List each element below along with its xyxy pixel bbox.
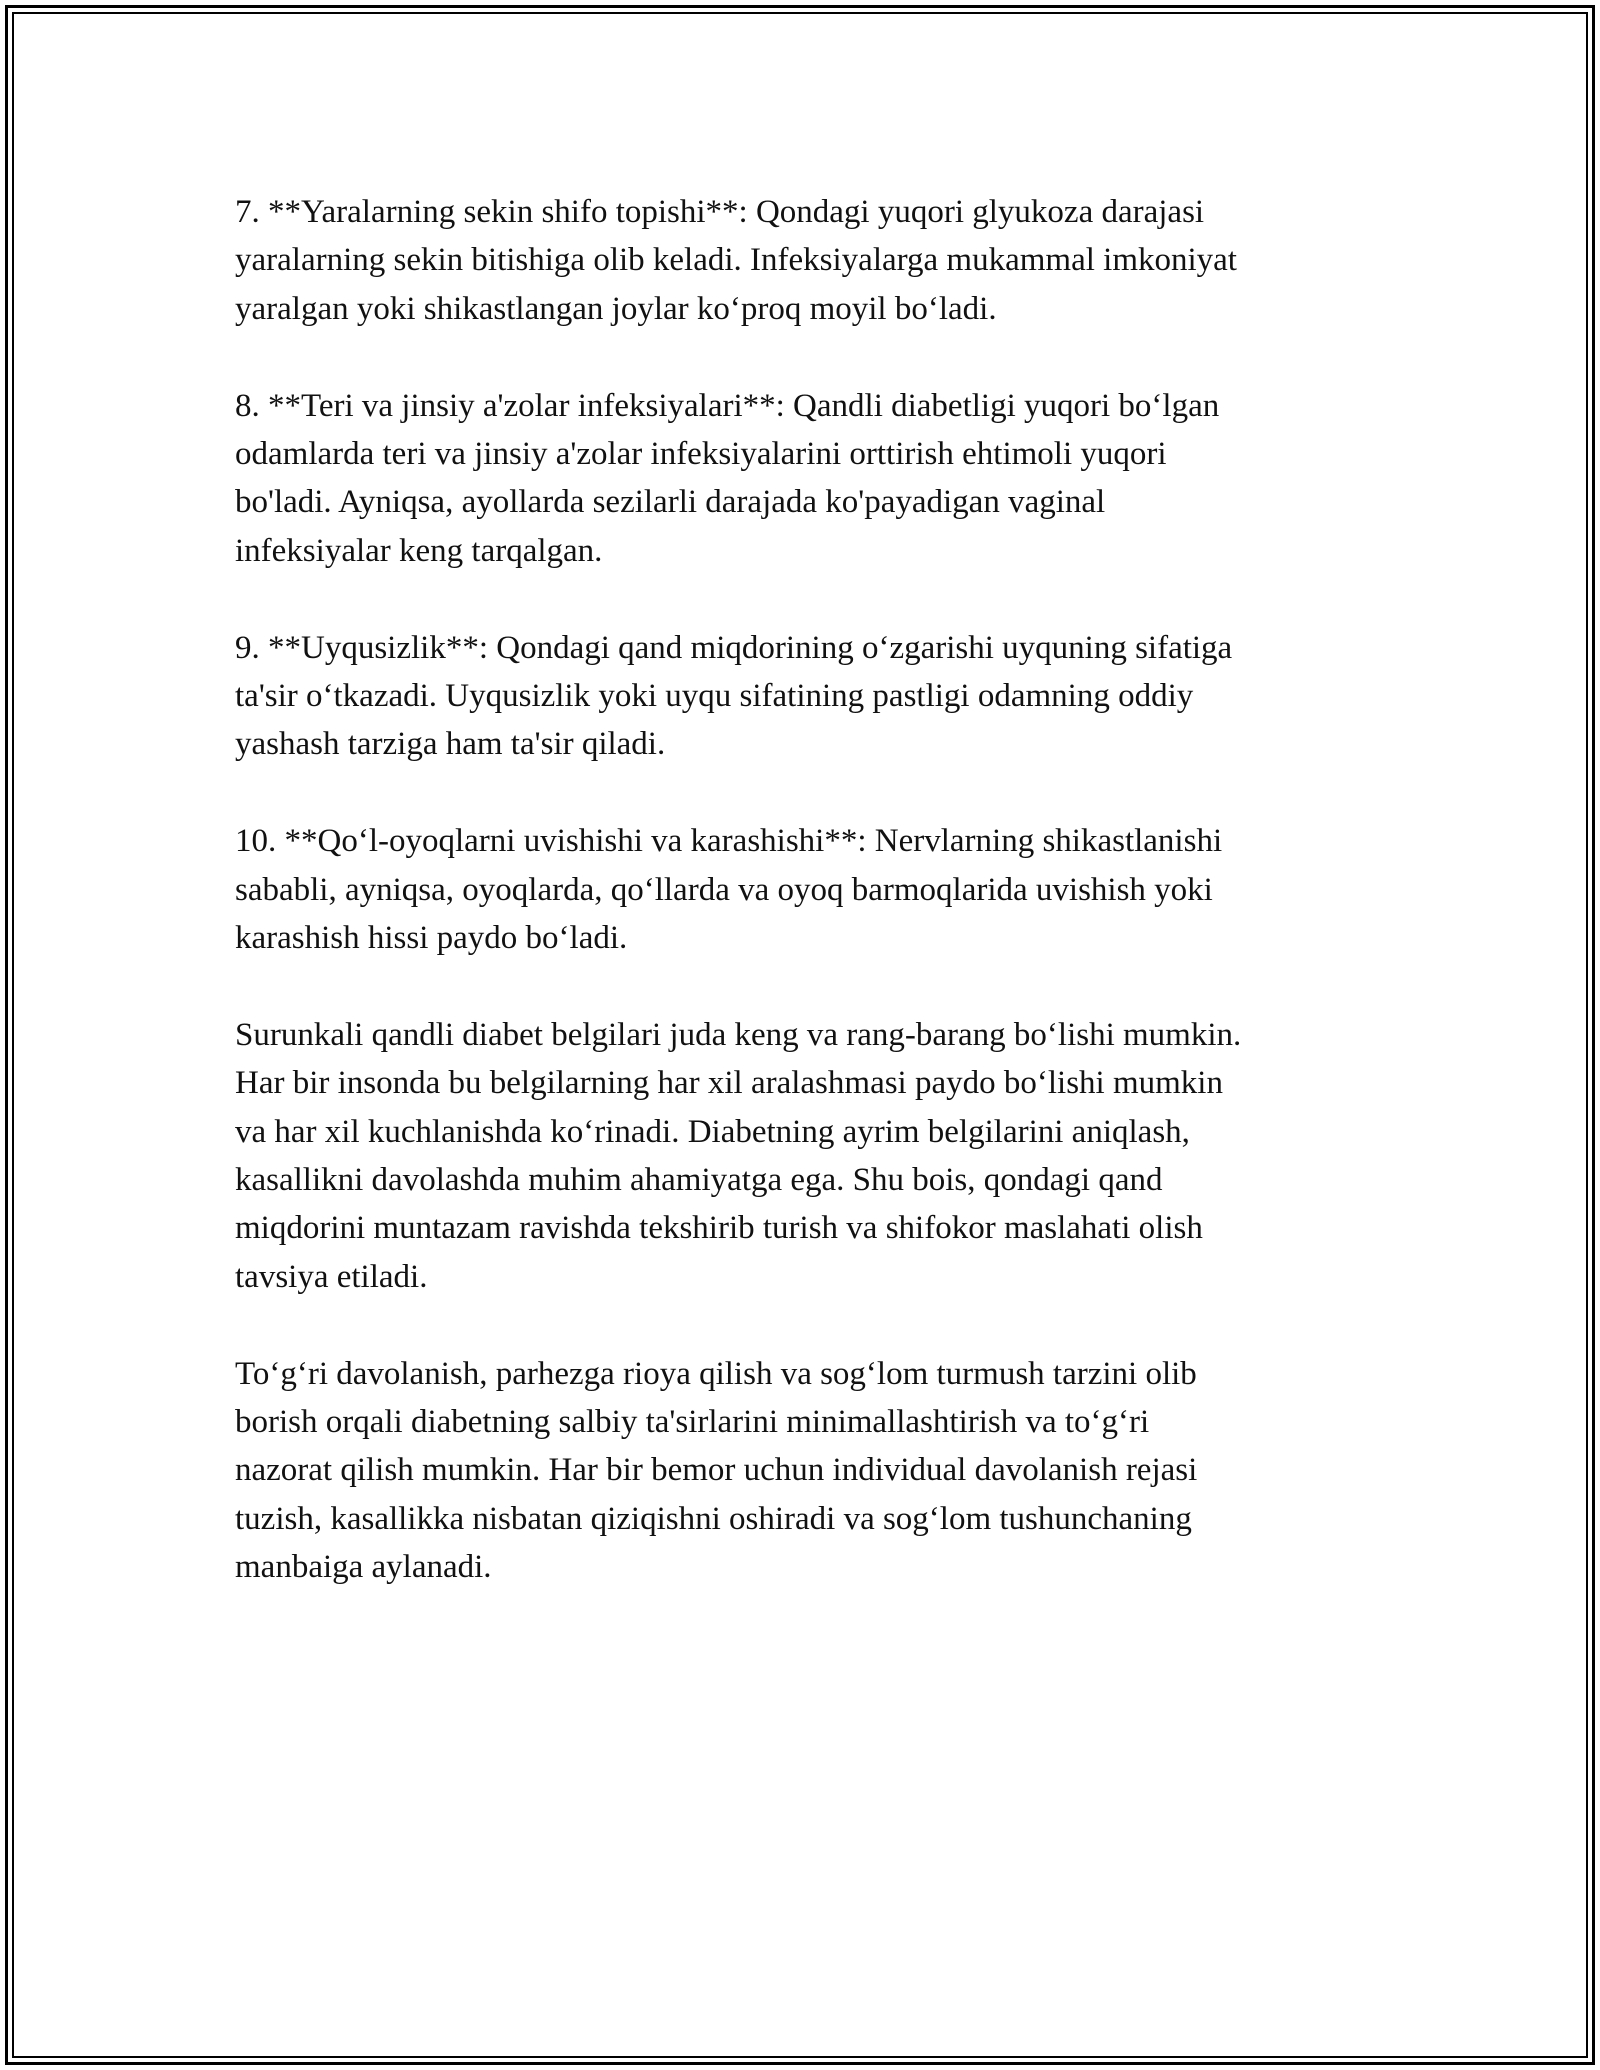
text-line: 7. **Yaralarning sekin shifo topishi**: Qondagi yuqori glyukoza darajasi	[235, 194, 1205, 230]
text-line: sababli, ayniqsa, oyoqlarda, qo‘llarda va oyoq barmoqlarida uvishish yoki	[235, 871, 1213, 908]
text-line: yashash tarziga ham ta'sir qiladi.	[235, 726, 666, 763]
paragraph-item-7	[235, 188, 1370, 333]
text-line: 10. **Qo‘l-oyoqlarni uvishishi va karashishi**: Nervlarning shikastlanishi	[235, 823, 1223, 860]
text-line: 8. **Teri va jinsiy a'zolar infeksiyalari**: Qandli diabetligi yuqori bo‘lgan	[235, 387, 1220, 424]
text-line: Surunkali qandli diabet belgilari juda keng va rang-barang bo‘lishi mumkin.	[235, 1016, 1242, 1053]
text-line: odamlarda teri va jinsiy a'zolar infeksiyalarini orttirish ehtimoli yuqori	[235, 436, 1167, 473]
text-line: To‘g‘ri davolanish, parhezga rioya qilish va sog‘lom turmush tarzini olib	[235, 1355, 1197, 1392]
text-line: karashish hissi paydo bo‘ladi.	[235, 920, 628, 957]
text-line: nazorat qilish mumkin. Har bir bemor uchun individual davolanish rejasi	[235, 1452, 1198, 1489]
paragraph-item-8	[235, 382, 1370, 576]
paragraph-conclusion	[235, 1350, 1370, 1592]
text-line: bo'ladi. Ayniqsa, ayollarda sezilarli darajada ko'payadigan vaginal	[235, 484, 1106, 521]
paragraph-item-10	[235, 817, 1370, 962]
text-line: tuzish, kasallikka nisbatan qiziqishni oshiradi va sog‘lom tushunchaning	[235, 1500, 1192, 1537]
text-line: manbaiga aylanadi.	[235, 1549, 492, 1586]
text-line: yaralarning sekin bitishiga olib keladi. Infeksiyalarga mukammal imkoniyat	[235, 242, 1237, 279]
paragraph-item-9	[235, 624, 1370, 769]
text-line: miqdorini muntazam ravishda tekshirib turish va shifokor maslahati olish	[235, 1210, 1203, 1247]
text-line: ta'sir o‘tkazadi. Uyqusizlik yoki uyqu sifatining pastligi odamning oddiy	[235, 678, 1194, 715]
text-line: va har xil kuchlanishda ko‘rinadi. Diabetning ayrim belgilarini aniqlash,	[235, 1113, 1190, 1150]
text-line: 9. **Uyqusizlik**: Qondagi qand miqdorining o‘zgarishi uyquning sifatiga	[235, 629, 1233, 666]
text-line: tavsiya etiladi.	[235, 1258, 428, 1295]
text-line: Har bir insonda bu belgilarning har xil aralashmasi paydo bo‘lishi mumkin	[235, 1065, 1223, 1102]
document-body	[235, 188, 1370, 1640]
text-line: borish orqali diabetning salbiy ta'sirlarini minimallashtirish va to‘g‘ri	[235, 1404, 1150, 1441]
paragraph-summary	[235, 1011, 1370, 1301]
text-line: infeksiyalar keng tarqalgan.	[235, 532, 603, 569]
text-line: yaralgan yoki shikastlangan joylar ko‘proq moyil bo‘ladi.	[235, 290, 997, 327]
text-line: kasallikni davolashda muhim ahamiyatga ega. Shu bois, qondagi qand	[235, 1162, 1163, 1199]
